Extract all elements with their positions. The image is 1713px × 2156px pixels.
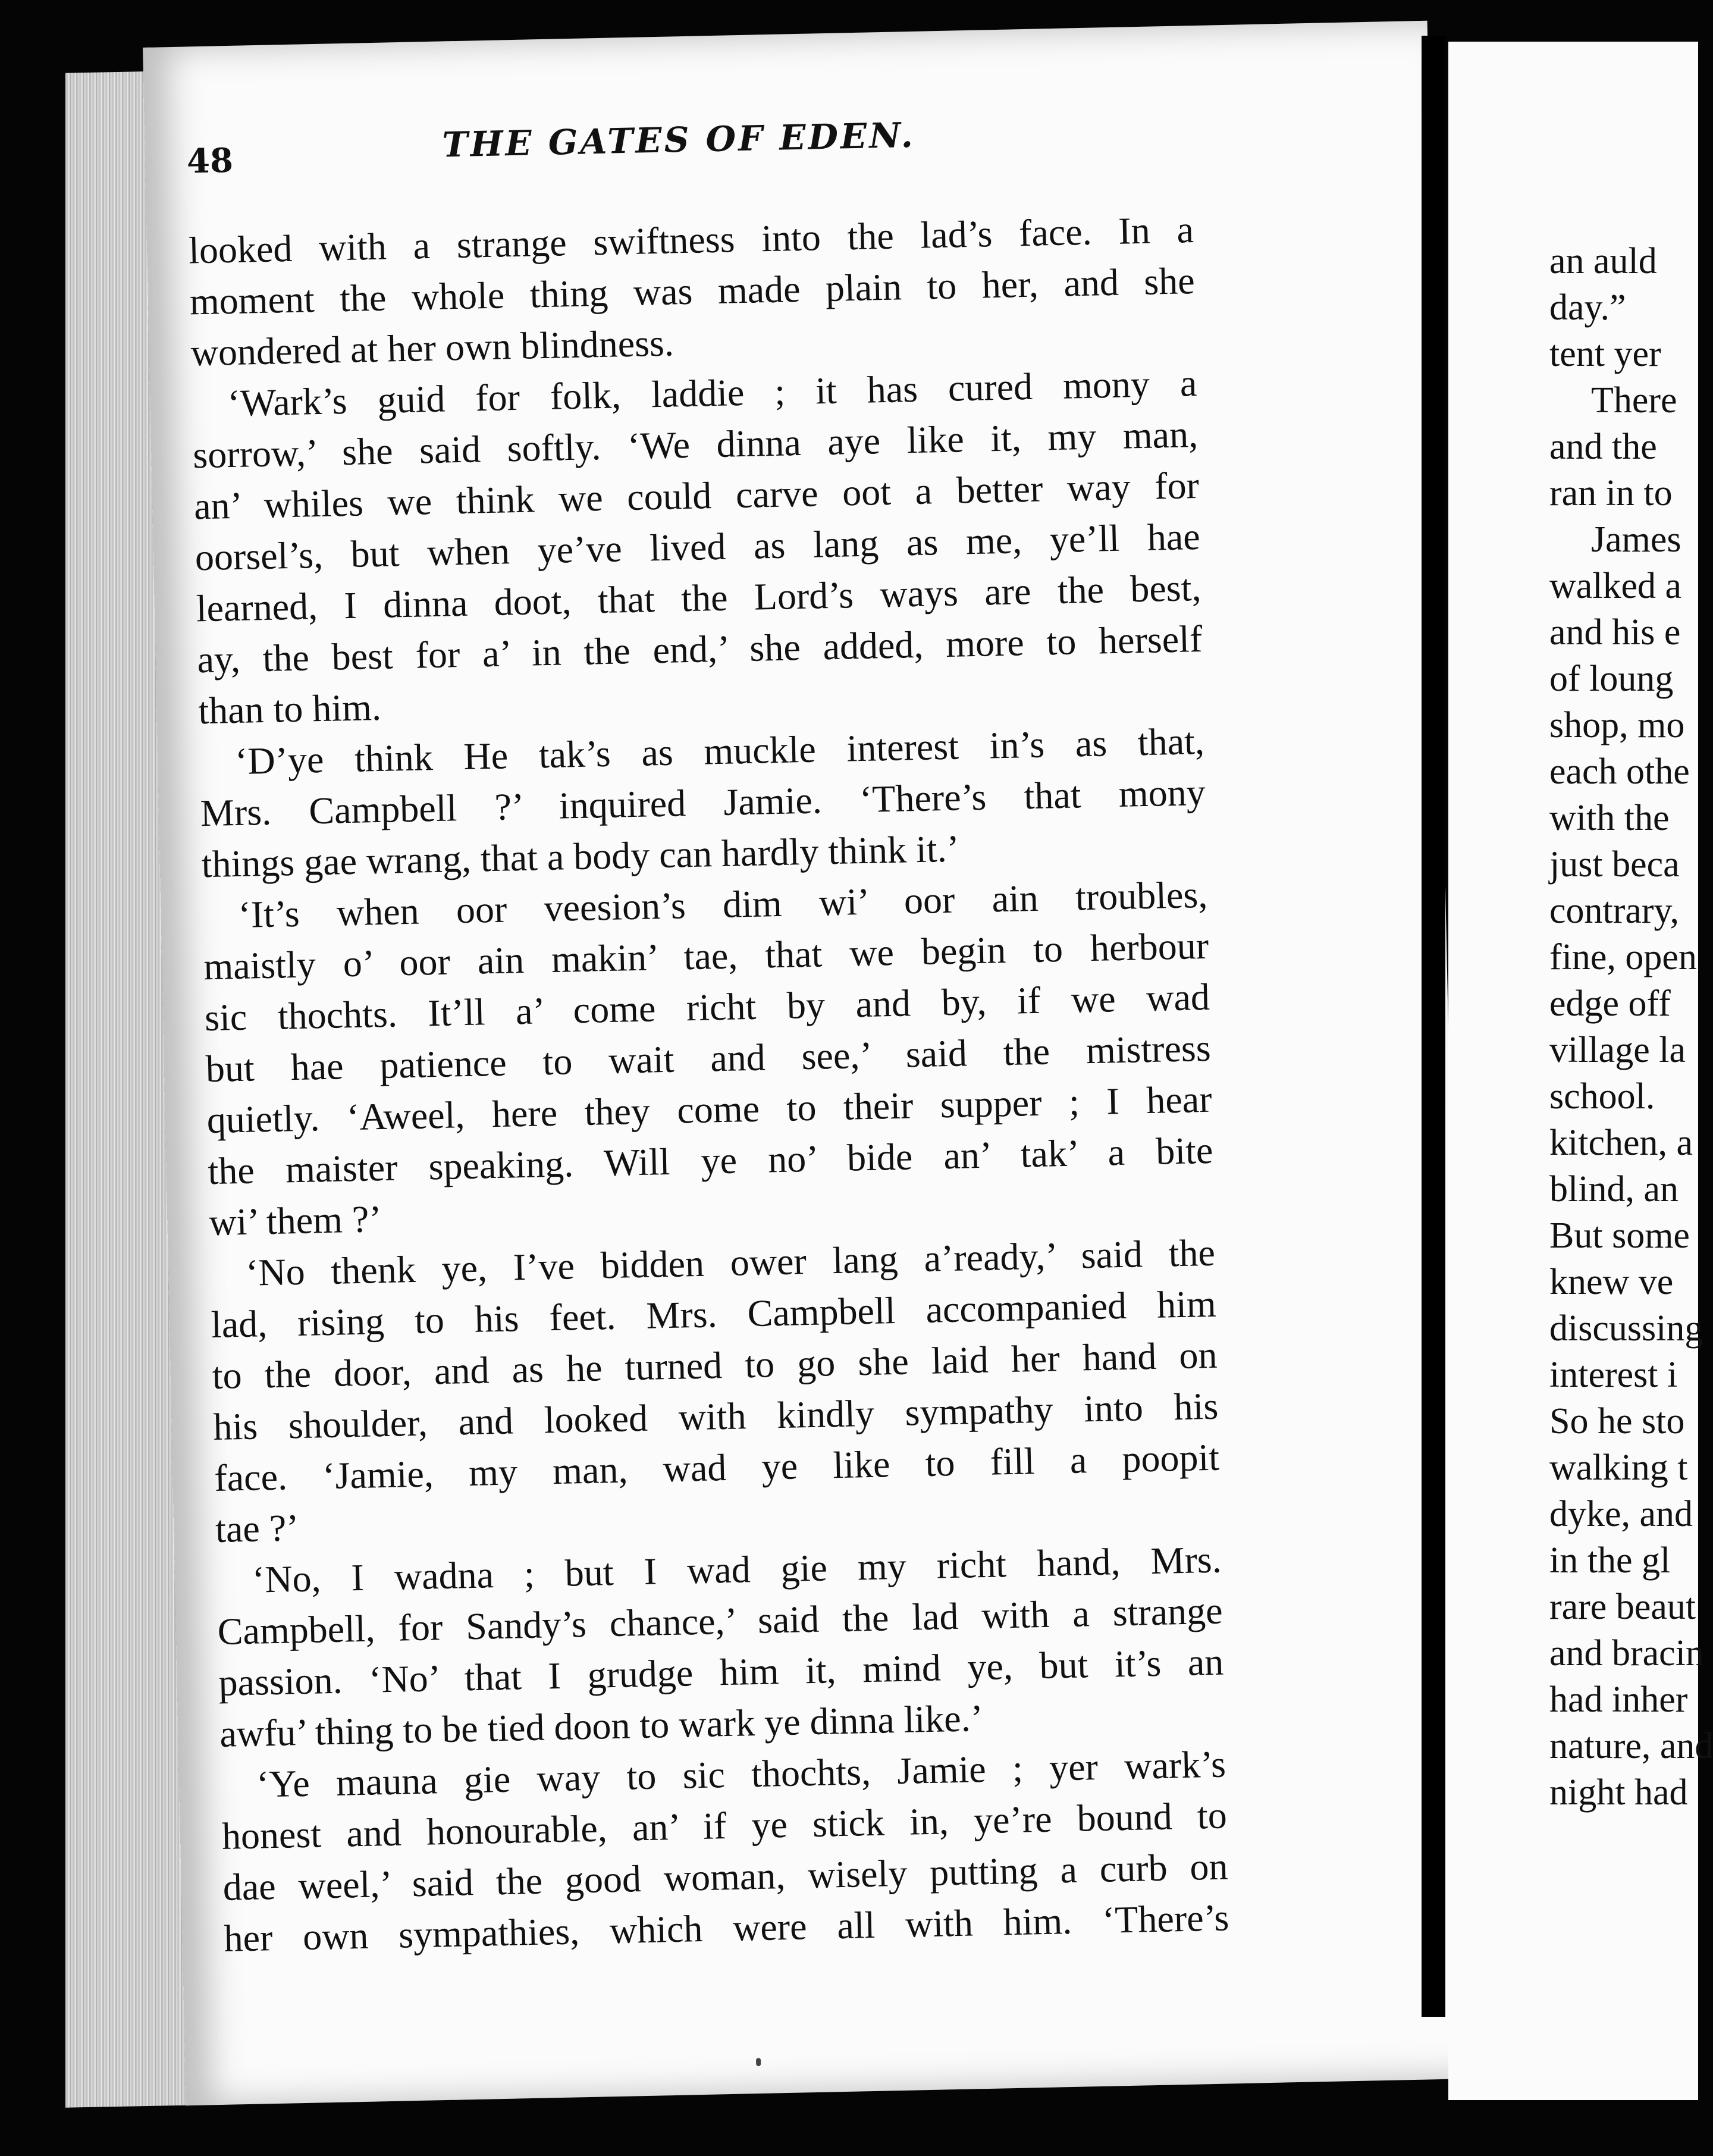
- text-line: tent yer: [1549, 334, 1661, 374]
- text-line: and his e: [1549, 612, 1681, 653]
- text-line: There: [1591, 380, 1677, 421]
- text-line: nature, and: [1549, 1726, 1713, 1766]
- text-line: sic thochts. It’ll a’ come richt by and by, if we wad: [204, 975, 1210, 1039]
- text-line: awfu’ thing to be tied doon to wark ye dinna like.’: [219, 1697, 984, 1755]
- left-page-body: [188, 204, 1229, 1964]
- text-line: maistly o’ oor ain makin’ tae, that we begin to herbour: [203, 924, 1209, 988]
- text-line: passion. ‘No’ that I grudge him it, mind ye, but it’s an: [218, 1640, 1224, 1704]
- text-line: discussing: [1549, 1308, 1703, 1349]
- text-line: walking t: [1549, 1447, 1688, 1488]
- book-gutter: [1422, 36, 1445, 2017]
- text-line: each othe: [1549, 751, 1690, 792]
- text-line: moment the whole thing was made plain to her, and she: [189, 259, 1196, 323]
- text-line: and the: [1549, 427, 1657, 467]
- text-line: But some: [1549, 1215, 1690, 1256]
- text-line: ‘Ye mauna gie way to sic thochts, Jamie ; yer wark’s: [256, 1743, 1226, 1806]
- text-line: village la: [1549, 1030, 1686, 1070]
- text-line: dae weel,’ said the good woman, wisely putting a curb on: [222, 1845, 1229, 1909]
- text-line: honest and honourable, an’ if ye stick in, ye’re bound to: [221, 1794, 1228, 1857]
- text-line: day.”: [1549, 287, 1626, 328]
- text-line: ‘No thenk ye, I’ve bidden ower lang a’ready,’ said the: [245, 1231, 1216, 1294]
- text-line: ‘Wark’s guid for folk, laddie ; it has cured mony a: [227, 362, 1197, 425]
- text-line: walked a: [1549, 566, 1682, 606]
- text-line: dyke, and: [1549, 1494, 1693, 1534]
- text-line: edge off: [1549, 983, 1671, 1024]
- text-line: things gae wrang, that a body can hardly think it.’: [201, 827, 960, 886]
- text-line: with the: [1549, 798, 1670, 838]
- text-line: James: [1591, 519, 1681, 560]
- text-line: ‘It’s when oor veesion’s dim wi’ oor ain troubles,: [237, 873, 1208, 936]
- text-line: lad, rising to his feet. Mrs. Campbell accompanied him: [211, 1282, 1217, 1346]
- text-line: had inher: [1549, 1679, 1688, 1720]
- text-line: to the door, and as he turned to go she laid her hand on: [212, 1333, 1218, 1397]
- text-line: sorrow,’ she said softly. ‘We dinna aye like it, my man,: [192, 412, 1199, 477]
- text-line: wondered at her own blindness.: [190, 321, 674, 374]
- running-head: THE GATES OF EDEN.: [441, 114, 916, 165]
- text-line: rare beaut: [1549, 1587, 1696, 1627]
- left-page: [143, 21, 1470, 2105]
- text-line: quietly. ‘Aweel, here they come to their supper ; I hear: [206, 1077, 1213, 1142]
- text-line: knew ve: [1549, 1262, 1674, 1302]
- text-line: her own sympathies, which were all with him. ‘There’s: [223, 1896, 1229, 1960]
- text-line: the maister speaking. Will ye no’ bide an’ tak’ a bite: [207, 1129, 1213, 1193]
- page-header: [186, 114, 1199, 208]
- text-line: an auld: [1549, 241, 1657, 281]
- right-page: [1448, 42, 1713, 2100]
- text-line: and bracin: [1549, 1633, 1704, 1674]
- text-line: ran in to: [1549, 473, 1673, 513]
- text-line: Campbell, for Sandy’s chance,’ said the lad with a strange: [217, 1589, 1223, 1653]
- text-line: ‘D’ye think He tak’s as muckle interest in’s as that,: [234, 719, 1205, 783]
- text-line: ay, the best for a’ in the end,’ she added, more to herself: [196, 617, 1203, 681]
- text-line: shop, mo: [1549, 705, 1685, 745]
- text-line: night had: [1549, 1772, 1688, 1813]
- text-line: but hae patience to wait and see,’ said the mistress: [205, 1026, 1212, 1090]
- text-line: So he sto: [1549, 1401, 1685, 1441]
- text-line: contrary,: [1549, 891, 1680, 931]
- ink-speck: [756, 2058, 761, 2066]
- text-line: his shoulder, and looked with kindly sympathy into his: [212, 1384, 1219, 1449]
- text-line: of loung: [1549, 659, 1674, 699]
- text-line: Mrs. Campbell ?’ inquired Jamie. ‘There’s that mony: [200, 770, 1206, 835]
- text-line: oorsel’s, but when ye’ve lived as lang as me, ye’ll hae: [194, 515, 1201, 579]
- text-line: just beca: [1549, 844, 1680, 885]
- text-line: looked with a strange swiftness into the lad’s face. In a: [188, 208, 1194, 272]
- text-line: an’ whiles we think we could carve oot a better way for: [193, 463, 1200, 528]
- text-line: ‘No, I wadna ; but I wad gie my richt hand, Mrs.: [252, 1538, 1222, 1601]
- text-line: face. ‘Jamie, my man, wad ye like to fill a poopit: [214, 1436, 1220, 1499]
- text-line: in the gl: [1549, 1540, 1671, 1581]
- text-line: school.: [1549, 1076, 1655, 1117]
- text-line: fine, open: [1549, 937, 1697, 977]
- text-line: than to him.: [197, 685, 382, 732]
- text-line: kitchen, a: [1549, 1123, 1693, 1163]
- text-line: interest i: [1549, 1355, 1678, 1395]
- text-line: tae ?’: [215, 1506, 300, 1550]
- right-page-body: [1549, 238, 1713, 1816]
- text-line: wi’ them ?’: [208, 1198, 382, 1244]
- text-line: blind, an: [1549, 1169, 1679, 1209]
- page-number: 48: [186, 140, 234, 181]
- text-line: learned, I dinna doot, that the Lord’s ways are the best,: [196, 566, 1202, 630]
